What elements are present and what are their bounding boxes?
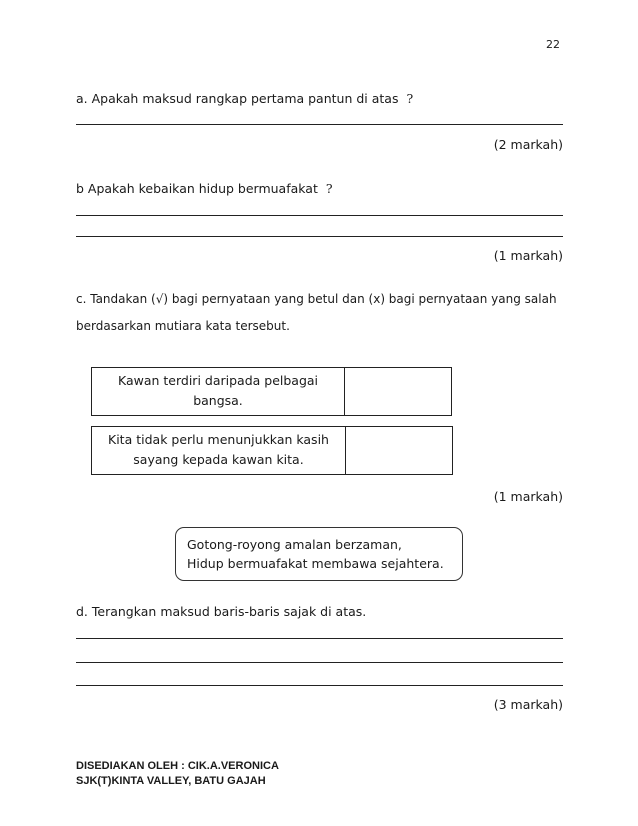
question-a-prompt: a. Apakah maksud rangkap pertama pantun di atas [76, 91, 399, 106]
statement-box-2 [91, 426, 346, 475]
answer-line-b2[interactable] [76, 236, 563, 237]
question-d-prompt: d. Terangkan maksud baris-baris sajak di atas. [76, 604, 367, 619]
question-c-prompt-line1: c. Tandakan (√) bagi pernyataan yang betul dan (x) bagi pernyataan yang salah [76, 292, 557, 306]
footer-school: SJK(T)KINTA VALLEY, BATU GAJAH [76, 775, 266, 787]
question-b-marks: (1 markah) [493, 248, 563, 263]
question-b-qmark: ? [325, 181, 333, 196]
poem-line-2: Hidup bermuafakat membawa sejahtera. [187, 556, 444, 571]
question-b [76, 181, 333, 196]
footer-prepared-by: DISEDIAKAN OLEH : CIK.A.VERONICA [76, 760, 279, 772]
answer-line-d2[interactable] [76, 662, 563, 663]
answer-line-d3[interactable] [76, 685, 563, 686]
poem-box [175, 527, 463, 581]
answer-box-1[interactable] [344, 367, 452, 416]
statement-1-line2: bangsa. [193, 393, 243, 408]
question-a-marks: (2 markah) [493, 137, 563, 152]
question-c-prompt-line2: berdasarkan mutiara kata tersebut. [76, 319, 290, 333]
statement-box-1 [91, 367, 345, 416]
statement-2-line2: sayang kepada kawan kita. [133, 452, 304, 467]
question-d-marks: (3 markah) [493, 697, 563, 712]
statement-2-line1: Kita tidak perlu menunjukkan kasih [108, 432, 329, 447]
answer-box-2[interactable] [345, 426, 453, 475]
poem-line-1: Gotong-royong amalan berzaman, [187, 537, 402, 552]
page-number: 22 [546, 38, 560, 51]
answer-line-a1[interactable] [76, 124, 563, 125]
question-b-prompt: b Apakah kebaikan hidup bermuafakat [76, 181, 318, 196]
question-a-qmark: ? [406, 91, 414, 106]
answer-line-d1[interactable] [76, 638, 563, 639]
statement-1-line1: Kawan terdiri daripada pelbagai [117, 373, 319, 388]
question-a [76, 91, 413, 106]
answer-line-b1[interactable] [76, 215, 563, 216]
question-c-marks: (1 markah) [493, 489, 563, 504]
